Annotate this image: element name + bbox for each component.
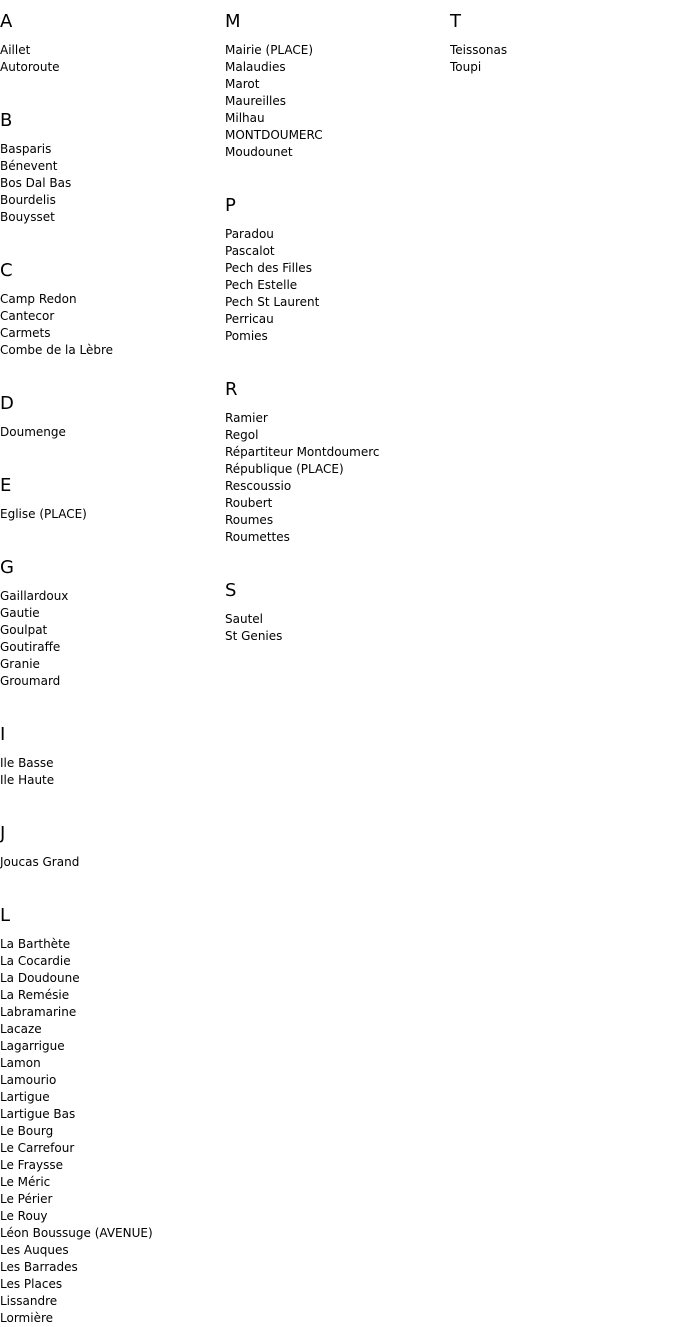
street-link-aillet[interactable]: Aillet: [0, 43, 31, 57]
street-link-le-perier[interactable]: Le Périer: [0, 1192, 53, 1206]
group-spacer: [0, 441, 225, 464]
street-link-bos-dal-bas[interactable]: Bos Dal Bas: [0, 176, 72, 190]
street-link-eglise-place[interactable]: Eglise (PLACE): [0, 507, 87, 521]
street-link-lagarrigue[interactable]: Lagarrigue: [0, 1039, 65, 1053]
street-list: [450, 42, 675, 76]
street-link-benevent[interactable]: Bénevent: [0, 159, 58, 173]
street-link-le-bourg[interactable]: Le Bourg: [0, 1124, 54, 1138]
street-link-pech-des-filles[interactable]: Pech des Filles: [225, 261, 312, 275]
street-link-milhau[interactable]: Milhau: [225, 111, 265, 125]
street-link-goulpat[interactable]: Goulpat: [0, 623, 48, 637]
letter-group-l: [0, 871, 225, 1327]
street-link-sautel[interactable]: Sautel: [225, 612, 263, 626]
street-link-ile-basse[interactable]: Ile Basse: [0, 756, 54, 770]
street-link-le-fraysse[interactable]: Le Fraysse: [0, 1158, 63, 1172]
group-spacer: [225, 546, 450, 569]
letter-heading: M: [225, 11, 241, 32]
street-link-lartigue[interactable]: Lartigue: [0, 1090, 50, 1104]
index-column-1: [0, 0, 225, 1327]
street-link-pech-estelle[interactable]: Pech Estelle: [225, 278, 298, 292]
street-link-pech-st-laurent[interactable]: Pech St Laurent: [225, 295, 320, 309]
index-column-2: [225, 0, 450, 645]
letter-heading: A: [0, 11, 13, 32]
group-spacer: [0, 871, 225, 894]
letter-group-c: [0, 226, 225, 359]
street-link-carmets[interactable]: Carmets: [0, 326, 51, 340]
street-link-pascalot[interactable]: Pascalot: [225, 244, 275, 258]
street-link-les-places[interactable]: Les Places: [0, 1277, 63, 1291]
letter-group-b: [0, 76, 225, 226]
street-list: [0, 506, 225, 523]
street-link-la-barthete[interactable]: La Barthète: [0, 937, 71, 951]
street-link-lamourio[interactable]: Lamourio: [0, 1073, 57, 1087]
street-list: [0, 588, 225, 690]
street-link-basparis[interactable]: Basparis: [0, 142, 52, 156]
street-list: [0, 141, 225, 226]
letter-heading: B: [0, 110, 13, 131]
group-spacer: [0, 226, 225, 249]
letter-heading: R: [225, 379, 238, 400]
street-list: [0, 854, 225, 871]
street-link-lamon[interactable]: Lamon: [0, 1056, 41, 1070]
letter-group-g: [0, 523, 225, 690]
letter-group-p: [225, 161, 450, 345]
letter-heading: S: [225, 580, 237, 601]
street-list: [225, 410, 450, 546]
street-link-montdoumerc[interactable]: MONTDOUMERC: [225, 128, 323, 142]
street-list: [0, 936, 225, 1327]
street-link-repartiteur-montdoumerc[interactable]: Répartiteur Montdoumerc: [225, 445, 380, 459]
street-link-les-auques[interactable]: Les Auques: [0, 1243, 69, 1257]
street-list: [225, 226, 450, 345]
group-spacer: [0, 359, 225, 382]
street-link-la-doudoune[interactable]: La Doudoune: [0, 971, 80, 985]
group-spacer: [0, 789, 225, 812]
letter-heading: T: [450, 11, 461, 32]
street-link-lartigue-bas[interactable]: Lartigue Bas: [0, 1107, 76, 1121]
letter-group-s: [225, 546, 450, 645]
street-link-bouysset[interactable]: Bouysset: [0, 210, 55, 224]
street-link-gaillardoux[interactable]: Gaillardoux: [0, 589, 69, 603]
street-link-autoroute[interactable]: Autoroute: [0, 60, 60, 74]
street-link-roumettes[interactable]: Roumettes: [225, 530, 290, 544]
street-link-roubert[interactable]: Roubert: [225, 496, 273, 510]
street-link-le-rouy[interactable]: Le Rouy: [0, 1209, 48, 1223]
street-link-ramier[interactable]: Ramier: [225, 411, 268, 425]
street-link-doumenge[interactable]: Doumenge: [0, 425, 66, 439]
street-link-toupi[interactable]: Toupi: [450, 60, 482, 74]
letter-heading: D: [0, 393, 14, 414]
street-link-moudounet[interactable]: Moudounet: [225, 145, 293, 159]
street-link-regol[interactable]: Regol: [225, 428, 259, 442]
street-list: [0, 42, 225, 76]
letter-heading: E: [0, 475, 12, 496]
street-link-goutiraffe[interactable]: Goutiraffe: [0, 640, 61, 654]
street-link-granie[interactable]: Granie: [0, 657, 40, 671]
street-link-les-barrades[interactable]: Les Barrades: [0, 1260, 78, 1274]
street-link-la-remesie[interactable]: La Remésie: [0, 988, 70, 1002]
letter-group-d: [0, 359, 225, 441]
letter-heading: C: [0, 260, 13, 281]
letter-group-m: [225, 11, 450, 161]
street-link-lacaze[interactable]: Lacaze: [0, 1022, 42, 1036]
street-link-la-cocardie[interactable]: La Cocardie: [0, 954, 71, 968]
street-link-maureilles[interactable]: Maureilles: [225, 94, 287, 108]
street-link-groumard[interactable]: Groumard: [0, 674, 61, 688]
street-link-labramarine[interactable]: Labramarine: [0, 1005, 77, 1019]
street-link-st-genies[interactable]: St Genies: [225, 629, 283, 643]
street-link-rescoussio[interactable]: Rescoussio: [225, 479, 292, 493]
index-column-3: [450, 0, 675, 76]
letter-group-r: [225, 345, 450, 546]
street-link-mairie-place[interactable]: Mairie (PLACE): [225, 43, 314, 57]
street-link-cantecor[interactable]: Cantecor: [0, 309, 55, 323]
street-link-leon-boussuge-avenue[interactable]: Léon Boussuge (AVENUE): [0, 1226, 153, 1240]
street-list: [225, 42, 450, 161]
street-link-pomies[interactable]: Pomies: [225, 329, 268, 343]
street-link-perricau[interactable]: Perricau: [225, 312, 274, 326]
street-link-camp-redon[interactable]: Camp Redon: [0, 292, 77, 306]
letter-group-e: [0, 441, 225, 523]
letter-group-t: [450, 11, 675, 76]
street-link-gautie[interactable]: Gautie: [0, 606, 40, 620]
letter-heading: J: [0, 823, 6, 844]
group-spacer: [0, 523, 225, 546]
street-link-le-meric[interactable]: Le Méric: [0, 1175, 51, 1189]
group-spacer: [0, 76, 225, 99]
letter-heading: G: [0, 557, 14, 578]
letter-heading: I: [0, 724, 6, 745]
street-list: [0, 424, 225, 441]
street-link-ile-haute[interactable]: Ile Haute: [0, 773, 55, 787]
letter-group-i: [0, 690, 225, 789]
letter-heading: L: [0, 905, 11, 926]
group-spacer: [225, 161, 450, 184]
street-link-joucas-grand[interactable]: Joucas Grand: [0, 855, 80, 869]
letter-heading: P: [225, 195, 236, 216]
street-link-republique-place[interactable]: République (PLACE): [225, 462, 344, 476]
street-link-lissandre[interactable]: Lissandre: [0, 1294, 58, 1308]
street-link-lormiere[interactable]: Lormière: [0, 1311, 53, 1325]
street-link-marot[interactable]: Marot: [225, 77, 260, 91]
street-link-malaudies[interactable]: Malaudies: [225, 60, 286, 74]
street-list: [225, 611, 450, 645]
group-spacer: [225, 345, 450, 368]
letter-group-a: [0, 11, 225, 76]
street-link-roumes[interactable]: Roumes: [225, 513, 274, 527]
street-list: [0, 291, 225, 359]
group-spacer: [0, 690, 225, 713]
street-list: [0, 755, 225, 789]
street-link-paradou[interactable]: Paradou: [225, 227, 274, 241]
letter-group-j: [0, 789, 225, 871]
street-link-le-carrefour[interactable]: Le Carrefour: [0, 1141, 75, 1155]
street-link-teissonas[interactable]: Teissonas: [450, 43, 508, 57]
street-link-combe-de-la-lebre[interactable]: Combe de la Lèbre: [0, 343, 114, 357]
street-link-bourdelis[interactable]: Bourdelis: [0, 193, 56, 207]
